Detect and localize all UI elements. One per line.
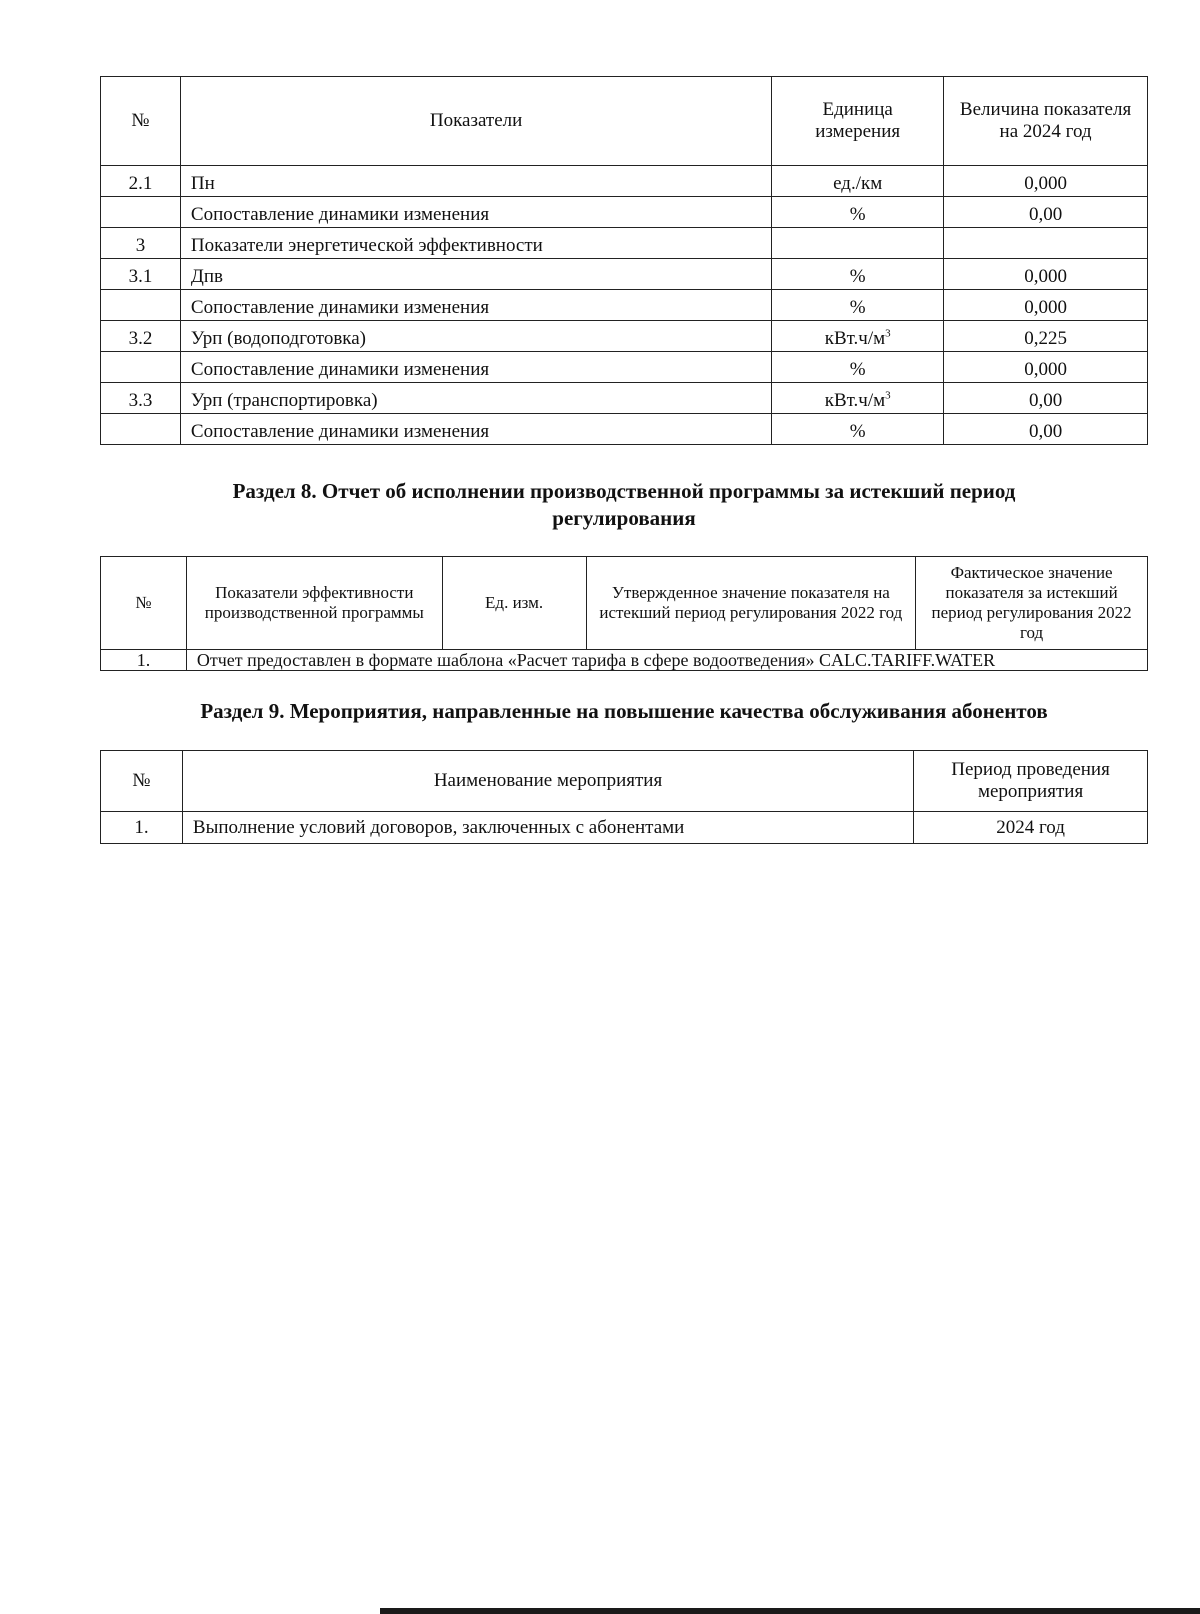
table-row — [101, 290, 1148, 321]
header-indicator: Показатели — [180, 77, 771, 166]
s8-row-num: 1. — [101, 650, 187, 671]
table-row — [101, 414, 1148, 445]
s8-header-approved: Утвержденное значение показателя на истекший период регулирования 2022 год — [586, 557, 916, 650]
table-row — [101, 228, 1148, 259]
unit-superscript: 3 — [885, 389, 891, 402]
row-num: 3.1 — [101, 259, 181, 290]
row-indicator: Сопоставление динамики изменения — [180, 414, 771, 445]
row-unit: ед./км — [772, 166, 944, 197]
table-row — [101, 321, 1148, 352]
s9-row-name: Выполнение условий договоров, заключенных с абонентами — [182, 812, 913, 844]
row-unit — [772, 383, 944, 414]
row-indicator: Дпв — [180, 259, 771, 290]
section9-header-row — [101, 751, 1148, 812]
unit-text: кВт.ч/м — [824, 390, 886, 411]
header-unit: Единица измерения — [772, 77, 944, 166]
row-value: 0,000 — [944, 290, 1148, 321]
row-indicator: Пн — [180, 166, 771, 197]
row-value: 0,00 — [944, 197, 1148, 228]
row-num — [101, 197, 181, 228]
s8-header-unit: Ед. изм. — [442, 557, 586, 650]
row-unit: % — [772, 197, 944, 228]
table-row — [101, 166, 1148, 197]
row-value: 0,225 — [944, 321, 1148, 352]
section8-title — [100, 478, 1148, 532]
row-unit: % — [772, 259, 944, 290]
table-row — [101, 383, 1148, 414]
table-row — [101, 197, 1148, 228]
indicators-table — [100, 76, 1148, 445]
row-value: 0,000 — [944, 166, 1148, 197]
s9-row-period: 2024 год — [914, 812, 1148, 844]
row-num: 3 — [101, 228, 181, 259]
row-indicator: Показатели энергетической эффективности — [180, 228, 771, 259]
row-value — [944, 228, 1148, 259]
s8-row-text: Отчет предоставлен в формате шаблона «Расчет тарифа в сфере водоотведения» CALC.TARIFF.WATER — [186, 650, 1147, 671]
header-num: № — [101, 77, 181, 166]
row-value: 0,000 — [944, 259, 1148, 290]
s8-header-actual: Фактическое значение показателя за истекший период регулирования 2022 год — [916, 557, 1148, 650]
row-indicator: Урп (водоподготовка) — [180, 321, 771, 352]
indicators-body — [101, 166, 1148, 445]
table-row — [101, 650, 1148, 671]
row-indicator: Сопоставление динамики изменения — [180, 352, 771, 383]
row-num — [101, 352, 181, 383]
section9-table — [100, 750, 1148, 844]
s9-header-period: Период проведения мероприятия — [914, 751, 1148, 812]
row-indicator: Сопоставление динамики изменения — [180, 290, 771, 321]
table-row — [101, 259, 1148, 290]
s8-header-indicators: Показатели эффективности производственной программы — [186, 557, 442, 650]
s8-header-num: № — [101, 557, 187, 650]
section8-header-row — [101, 557, 1148, 650]
unit-superscript: 3 — [885, 327, 891, 340]
section8-title-line2: регулирования — [552, 506, 696, 530]
indicators-header-row — [101, 77, 1148, 166]
s9-header-name: Наименование мероприятия — [182, 751, 913, 812]
row-unit: % — [772, 414, 944, 445]
row-unit — [772, 321, 944, 352]
section8-title-line1: Раздел 8. Отчет об исполнении производственной программы за истекший период — [232, 479, 1016, 503]
row-num: 3.2 — [101, 321, 181, 352]
row-indicator: Сопоставление динамики изменения — [180, 197, 771, 228]
row-num — [101, 290, 181, 321]
row-unit — [772, 228, 944, 259]
row-num — [101, 414, 181, 445]
table-row — [101, 812, 1148, 844]
row-num: 2.1 — [101, 166, 181, 197]
section9-title: Раздел 9. Мероприятия, направленные на повышение качества обслуживания абонентов — [200, 699, 1048, 723]
table-row — [101, 352, 1148, 383]
s9-header-num: № — [101, 751, 183, 812]
section8-table — [100, 556, 1148, 671]
row-unit: % — [772, 352, 944, 383]
scan-edge-line — [380, 1608, 1200, 1614]
row-num: 3.3 — [101, 383, 181, 414]
unit-text: кВт.ч/м — [824, 328, 886, 349]
row-indicator: Урп (транспортировка) — [180, 383, 771, 414]
s9-row-num: 1. — [101, 812, 183, 844]
row-unit: % — [772, 290, 944, 321]
row-value: 0,00 — [944, 414, 1148, 445]
header-value: Величина показателя на 2024 год — [944, 77, 1148, 166]
row-value: 0,000 — [944, 352, 1148, 383]
row-value: 0,00 — [944, 383, 1148, 414]
